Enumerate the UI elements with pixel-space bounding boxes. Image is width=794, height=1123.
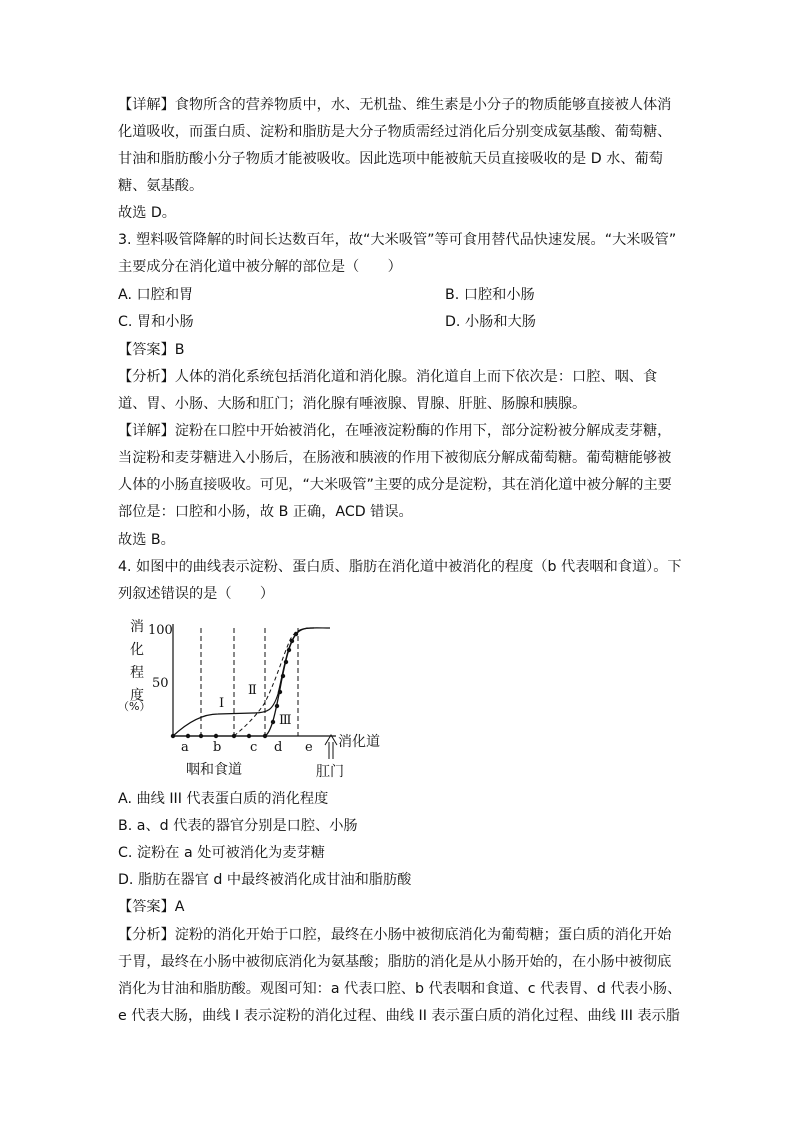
xlabel-e: e [305, 740, 313, 755]
q3-detail-line-1: 【详解】淀粉在口腔中开始被消化，在唾液淀粉酶的作用下，部分淀粉被分解成麦芽糖， [118, 423, 672, 439]
ylabel-char-1: 消 [130, 619, 144, 635]
conclusion-line: 故选 D。 [118, 205, 176, 221]
q3-option-c: C. 胃和小肠 [118, 314, 194, 330]
curve-label-iii: Ⅲ [279, 713, 292, 728]
xlabel-d: d [274, 740, 283, 755]
detail-line-4: 糖、氨基酸。 [118, 178, 204, 194]
q4-option-b: B. a、d 代表的器官分别是口腔、小肠 [118, 818, 358, 834]
label-pharynx-esophagus: 咽和食道 [186, 762, 242, 778]
q3-option-d: D. 小肠和大肠 [445, 314, 536, 330]
q4-option-a: A. 曲线 III 代表蛋白质的消化程度 [118, 791, 329, 807]
ylabel-char-4: 度 [130, 688, 144, 704]
q4-option-c: C. 淀粉在 a 处可被消化为麦芽糖 [118, 845, 325, 861]
q4-analysis-line-4: e 代表大肠，曲线 I 表示淀粉的消化过程、曲线 II 表示蛋白质的消化过程、曲线 III 表示脂 [118, 1008, 680, 1024]
ylabel-unit: （%） [118, 700, 151, 713]
q3-answer: 【答案】B [118, 342, 185, 358]
q4-analysis-line-3: 消化为甘油和脂肪酸。观图可知：a 代表口腔、b 代表咽和食道、c 代表胃、d 代表小肠、 [118, 981, 682, 997]
curve-label-i: Ⅰ [219, 696, 225, 711]
q3-detail-line-3: 人体的小肠直接吸收。可见，“大米吸管”主要的成分是淀粉，其在消化道中被分解的主要 [118, 477, 672, 493]
q3-conclusion: 故选 B。 [118, 532, 175, 548]
q4-option-d: D. 脂肪在器官 d 中最终被消化成甘油和脂肪酸 [118, 872, 412, 888]
xaxis-label: 消化道 [338, 734, 380, 750]
ytick-100: 100 [148, 623, 173, 638]
q4-stem-line-2: 列叙述错误的是（ ） [118, 586, 275, 602]
curve-label-ii: Ⅱ [248, 683, 257, 698]
q3-detail-line-2: 当淀粉和麦芽糖进入小肠后，在肠液和胰液的作用下被彻底分解成葡萄糖。葡萄糖能够被 [118, 450, 672, 466]
ylabel-char-2: 化 [130, 642, 144, 658]
detail-line-3: 甘油和脂肪酸小分子物质才能被吸收。因此选项中能被航天员直接吸收的是 D 水、葡萄 [118, 151, 663, 167]
q4-answer: 【答案】A [118, 899, 185, 915]
q3-analysis-line-1: 【分析】人体的消化系统包括消化道和消化腺。消化道自上而下依次是：口腔、咽、食 [118, 369, 658, 385]
xlabel-c: c [250, 740, 258, 755]
curve-ii [234, 628, 308, 736]
q3-option-b: B. 口腔和小肠 [445, 287, 535, 303]
ytick-50: 50 [152, 676, 169, 691]
xlabel-b: b [213, 740, 222, 755]
ylabel-char-3: 程 [130, 665, 144, 681]
q3-analysis-line-2: 道、胃、小肠、大肠和肛门；消化腺有唾液腺、胃腺、肝脏、肠腺和胰腺。 [118, 396, 587, 412]
anus-arrow [325, 735, 337, 759]
detail-line-2: 化道吸收，而蛋白质、淀粉和脂肪是大分子物质需经过消化后分别变成氨基酸、葡萄糖、 [118, 124, 672, 140]
q3-stem-line-1: 3. 塑料吸管降解的时间长达数百年，故“大米吸管”等可食用替代品快速发展。“大米吸管” [118, 232, 677, 248]
q4-analysis-line-1: 【分析】淀粉的消化开始于口腔，最终在小肠中被彻底消化为葡萄糖；蛋白质的消化开始 [118, 927, 672, 943]
q3-stem-line-2: 主要成分在消化道中被分解的部位是（ ） [118, 259, 402, 275]
q4-analysis-line-2: 于胃，最终在小肠中被彻底消化为氨基酸；脂肪的消化是从小肠开始的，在小肠中被彻底 [118, 954, 672, 970]
q3-option-a: A. 口腔和胃 [118, 287, 194, 303]
detail-line-1: 【详解】食物所含的营养物质中，水、无机盐、维生素是小分子的物质能够直接被人体消 [118, 97, 672, 113]
q3-detail-line-4: 部位是：口腔和小肠，故 B 正确，ACD 错误。 [118, 504, 413, 520]
digestion-figure [118, 614, 388, 786]
xlabel-a: a [181, 740, 189, 755]
label-anus: 肛门 [316, 764, 344, 780]
digestion-diagram [118, 614, 388, 786]
q4-stem-line-1: 4. 如图中的曲线表示淀粉、蛋白质、脂肪在消化道中被消化的程度（b 代表咽和食道）。下 [118, 559, 682, 575]
